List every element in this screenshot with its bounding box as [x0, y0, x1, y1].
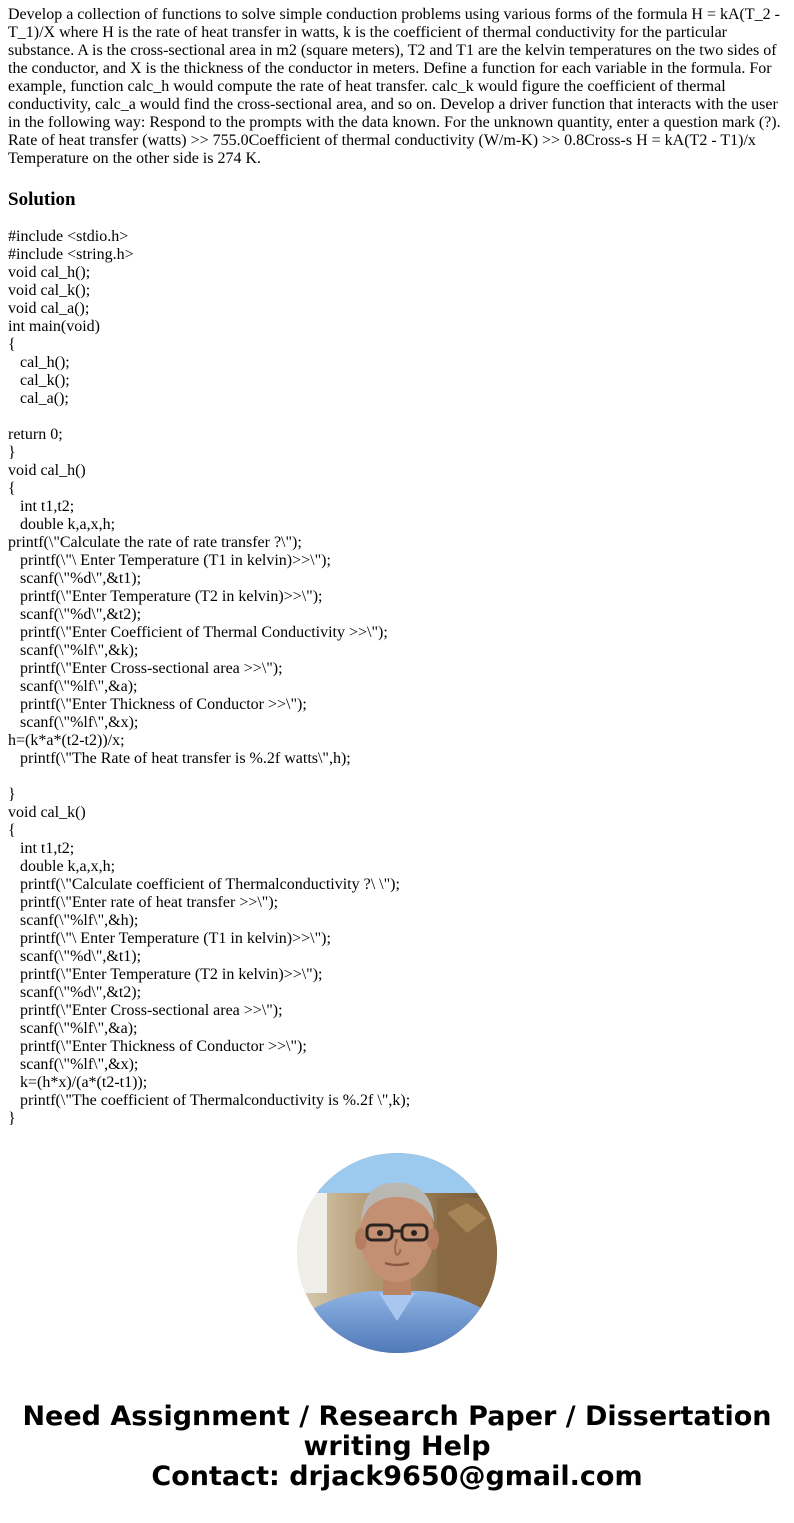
code-line: scanf(\"%lf\",&a);	[8, 678, 138, 695]
code-line: scanf(\"%lf\",&x);	[8, 1056, 139, 1073]
author-photo-icon	[297, 1153, 497, 1353]
code-line: {	[8, 822, 16, 839]
code-line	[8, 408, 788, 426]
code-line: int main(void)	[8, 318, 100, 335]
code-line: double k,a,x,h;	[8, 516, 116, 533]
code-line: printf(\"Enter Cross-sectional area >>\");	[8, 660, 283, 677]
promo-contact: Contact: drjack9650@gmail.com	[151, 1461, 643, 1492]
code-line: printf(\"Enter Thickness of Conductor >>\");	[8, 1038, 307, 1055]
code-line: cal_k();	[8, 372, 70, 389]
code-line: int t1,t2;	[8, 840, 75, 857]
code-line: #include <stdio.h>	[8, 228, 129, 245]
code-line: }	[8, 786, 16, 803]
code-line: #include <string.h>	[8, 246, 134, 263]
code-line: printf(\"\ Enter Temperature (T1 in kelvin)>>\");	[8, 930, 331, 947]
code-line: printf(\"Enter Cross-sectional area >>\");	[8, 1002, 283, 1019]
promo-banner	[0, 1402, 794, 1492]
solution-heading: Solution	[8, 189, 76, 210]
code-line: scanf(\"%d\",&t1);	[8, 570, 142, 587]
code-line: }	[8, 444, 16, 461]
code-line: void cal_h();	[8, 264, 91, 281]
code-line: double k,a,x,h;	[8, 858, 116, 875]
code-line: {	[8, 336, 16, 353]
code-line: printf(\"Enter Temperature (T2 in kelvin)>>\");	[8, 966, 323, 983]
code-line: void cal_a();	[8, 300, 90, 317]
code-line	[8, 768, 788, 786]
code-line: cal_h();	[8, 354, 70, 371]
code-line: {	[8, 480, 16, 497]
code-line: return 0;	[8, 426, 63, 443]
code-line: void cal_k();	[8, 282, 91, 299]
promo-line-2: writing Help	[303, 1431, 491, 1462]
code-line: scanf(\"%d\",&t2);	[8, 984, 142, 1001]
code-line: printf(\"Enter Temperature (T2 in kelvin)>>\");	[8, 588, 323, 605]
code-line: void cal_k()	[8, 804, 86, 821]
code-line: scanf(\"%lf\",&a);	[8, 1020, 138, 1037]
code-line: scanf(\"%d\",&t1);	[8, 948, 142, 965]
code-line: }	[8, 1110, 16, 1127]
code-line: scanf(\"%lf\",&x);	[8, 714, 139, 731]
code-line: printf(\"Enter Coefficient of Thermal Conductivity >>\");	[8, 624, 388, 641]
code-line: int t1,t2;	[8, 498, 75, 515]
code-line: k=(h*x)/(a*(t2-t1));	[8, 1074, 148, 1091]
promo-line-1: Need Assignment / Research Paper / Dissertation	[22, 1401, 772, 1432]
code-line: scanf(\"%d\",&t2);	[8, 606, 142, 623]
code-line: void cal_h()	[8, 462, 86, 479]
code-line: cal_a();	[8, 390, 69, 407]
code-line: printf(\"\ Enter Temperature (T1 in kelvin)>>\");	[8, 552, 331, 569]
code-line: scanf(\"%lf\",&k);	[8, 642, 139, 659]
code-line: printf(\"The Rate of heat transfer is %.2f watts\",h);	[8, 750, 351, 767]
code-block	[8, 228, 788, 1128]
code-line: scanf(\"%lf\",&h);	[8, 912, 139, 929]
code-line: printf(\"Calculate coefficient of Thermalconductivity ?\ \");	[8, 876, 400, 893]
code-line: h=(k*a*(t2-t2))/x;	[8, 732, 125, 749]
code-line: printf(\"The coefficient of Thermalconductivity is %.2f \",k);	[8, 1092, 411, 1109]
code-line: printf(\"Enter rate of heat transfer >>\");	[8, 894, 279, 911]
author-avatar	[297, 1153, 497, 1353]
code-line: printf(\"Enter Thickness of Conductor >>\");	[8, 696, 307, 713]
code-line: printf(\"Calculate the rate of rate transfer ?\");	[8, 534, 302, 551]
question-text: Develop a collection of functions to solve simple conduction problems using various forms of the formula H = kA(T_2 - T_1)/X where H is the rate of heat transfer in watts, k is the coefficient of thermal conductivity for the particular substance. A is the cross-sectional area in m2 (square meters), T2 and T1 are the kelvin temperatures on the two sides of the conductor, and X is the thickness of the conductor in meters. Define a function for each variable in the formula. For example, function calc_h would compute the rate of heat transfer. calc_k would figure the coefficient of thermal conductivity, calc_a would find the cross-sectional area, and so on. Develop a driver function that interacts with the user in the following way: Respond to the prompts with the data known. For the unknown quantity, enter a question mark (?). Rate of heat transfer (watts) >> 755.0Coefficient of thermal conductivity (W/m-K) >> 0.8Cross-s H = kA(T2 - T1)/x Temperature on the other side is 274 K.	[8, 6, 781, 167]
